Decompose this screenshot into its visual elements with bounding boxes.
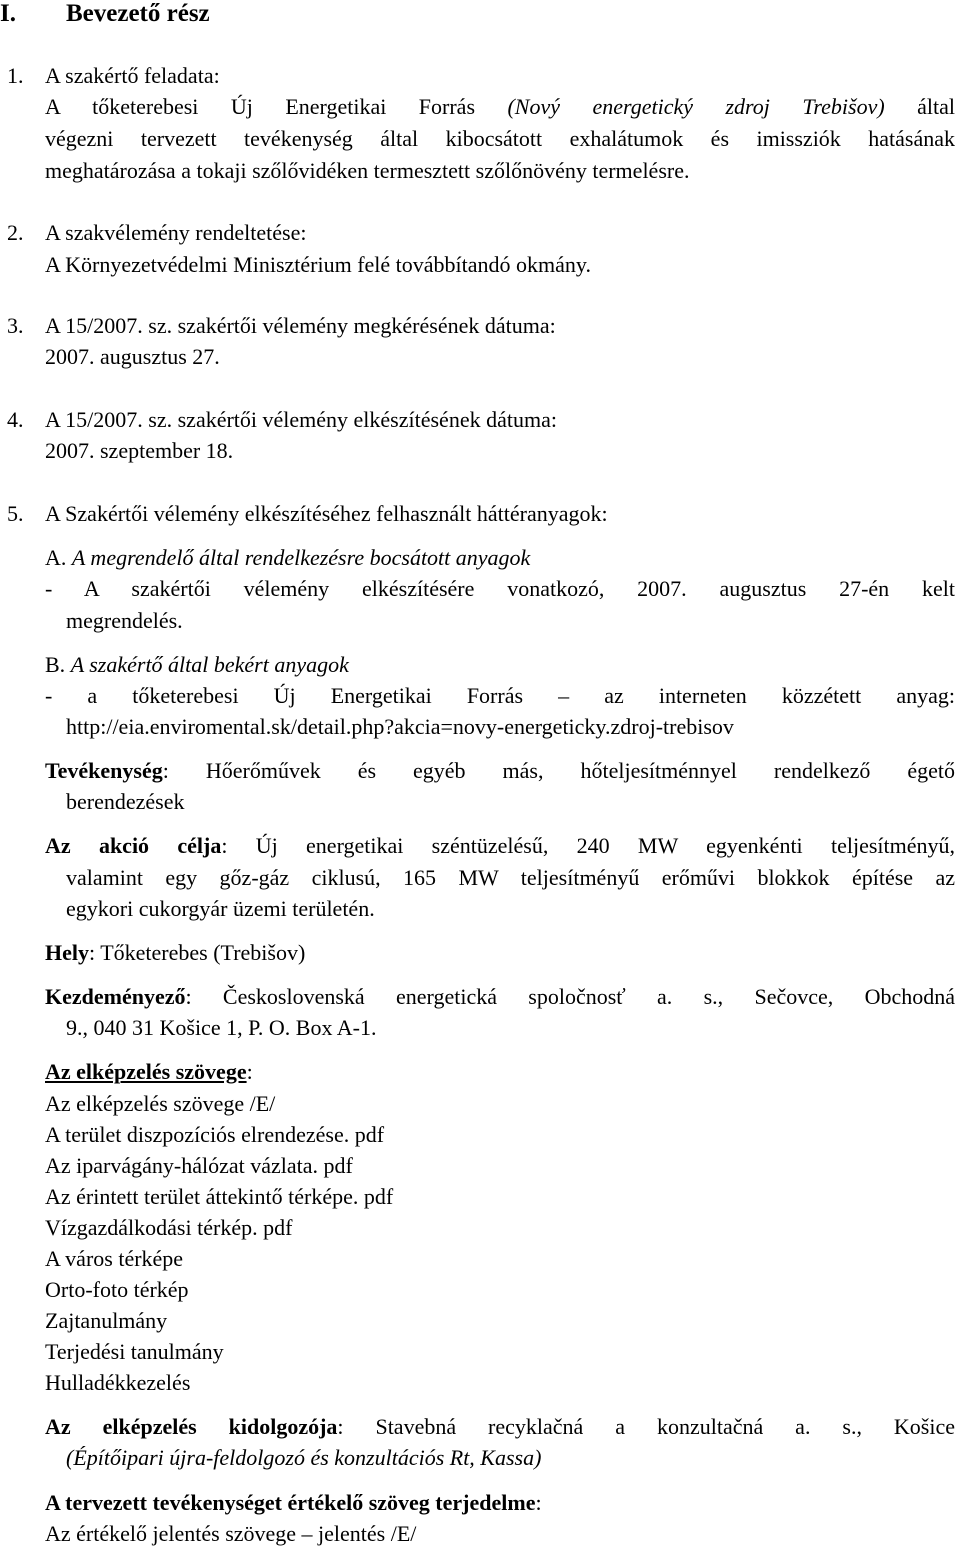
- concept-item: A terület diszpozíciós elrendezése. pdf: [45, 1122, 385, 1147]
- scope-text: Az értékelő jelentés szövege – jelentés /E/: [45, 1521, 417, 1546]
- item-4-date: 2007. szeptember 18.: [45, 438, 234, 463]
- concept-item: Az elképzelés szövege /E/: [45, 1091, 276, 1116]
- concept-item: Vízgazdálkodási térkép. pdf: [45, 1215, 293, 1240]
- source-b-line-1: - a tőketerebesi Új Energetikai Forrás – az interneten közzétett anyag:: [45, 683, 955, 708]
- concept-item: Zajtanulmány: [45, 1308, 168, 1333]
- item-2-text: A Környezetvédelmi Minisztérium felé továbbítandó okmány.: [45, 252, 591, 277]
- concept-item: Az iparvágány-hálózat vázlata. pdf: [45, 1153, 353, 1178]
- item-number-4: 4.: [7, 407, 24, 432]
- concept-item: A város térképe: [45, 1246, 184, 1271]
- activity-line-1: Tevékenység: Hőerőművek és egyéb más, hőteljesítménnyel rendelkező égető: [45, 758, 955, 783]
- chapter-number: I.: [0, 0, 16, 27]
- concept-item: Orto-foto térkép: [45, 1277, 189, 1302]
- goal-line-3: egykori cukorgyár üzemi területén.: [66, 896, 375, 921]
- concept-item: Hulladékkezelés: [45, 1370, 191, 1395]
- item-1-line-1: A tőketerebesi Új Energetikai Forrás (Nový energetický zdroj Trebišov) által: [45, 94, 955, 119]
- goal-line-2: valamint egy gőz-gáz ciklusú, 165 MW teljesítményű erőművi blokkok építése az: [66, 865, 955, 890]
- source-b-heading: B. A szakértő által bekért anyagok: [45, 652, 349, 677]
- developer-line-1: Az elképzelés kidolgozója: Stavebná recyklačná a konzultačná a. s., Košice: [45, 1414, 955, 1439]
- source-a-heading: A. A megrendelő által rendelkezésre bocsátott anyagok: [45, 545, 531, 570]
- item-number-1: 1.: [7, 63, 24, 88]
- item-5-label: A Szakértői vélemény elkészítéséhez felhasznált háttéranyagok:: [45, 501, 608, 526]
- item-3-label: A 15/2007. sz. szakértői vélemény megkérésének dátuma:: [45, 313, 556, 338]
- item-1-line-2: végezni tervezett tevékenység által kibocsátott exhalátumok és imissziók hatásának: [45, 126, 955, 151]
- concept-item: Terjedési tanulmány: [45, 1339, 224, 1364]
- item-4-label: A 15/2007. sz. szakértői vélemény elkészítésének dátuma:: [45, 407, 557, 432]
- initiator-line-2: 9., 040 31 Košice 1, P. O. Box A-1.: [66, 1015, 377, 1040]
- source-b-url: http://eia.enviromental.sk/detail.php?akcia=novy-energeticky.zdroj-trebisov: [66, 714, 734, 739]
- item-2-label: A szakvélemény rendeltetése:: [45, 220, 307, 245]
- source-a-line-2: megrendelés.: [66, 608, 183, 633]
- scope-heading: A tervezett tevékenységet értékelő szöveg terjedelme:: [45, 1490, 542, 1515]
- item-number-2: 2.: [7, 220, 24, 245]
- source-a-line-1: - A szakértői vélemény elkészítésére vonatkozó, 2007. augusztus 27-én kelt: [45, 576, 955, 601]
- concept-item: Az érintett terület áttekintő térképe. pdf: [45, 1184, 394, 1209]
- item-1-line-3: meghatározása a tokaji szőlővidéken termesztett szőlőnövény termelésre.: [45, 158, 690, 183]
- place-line: Hely: Tőketerebes (Trebišov): [45, 940, 306, 965]
- concept-heading: Az elképzelés szövege:: [45, 1059, 253, 1084]
- initiator-line-1: Kezdeményező: Československá energetická spoločnosť a. s., Sečovce, Obchodná: [45, 984, 955, 1009]
- activity-line-2: berendezések: [66, 789, 185, 814]
- item-number-3: 3.: [7, 313, 24, 338]
- goal-line-1: Az akció célja: Új energetikai széntüzelésű, 240 MW egyenkénti teljesítményű,: [45, 833, 955, 858]
- developer-line-2: (Építőipari újra-feldolgozó és konzultációs Rt, Kassa): [66, 1445, 542, 1470]
- chapter-title: Bevezető rész: [66, 0, 210, 27]
- item-3-date: 2007. augusztus 27.: [45, 344, 220, 369]
- item-number-5: 5.: [7, 501, 24, 526]
- item-1-label: A szakértő feladata:: [45, 63, 220, 88]
